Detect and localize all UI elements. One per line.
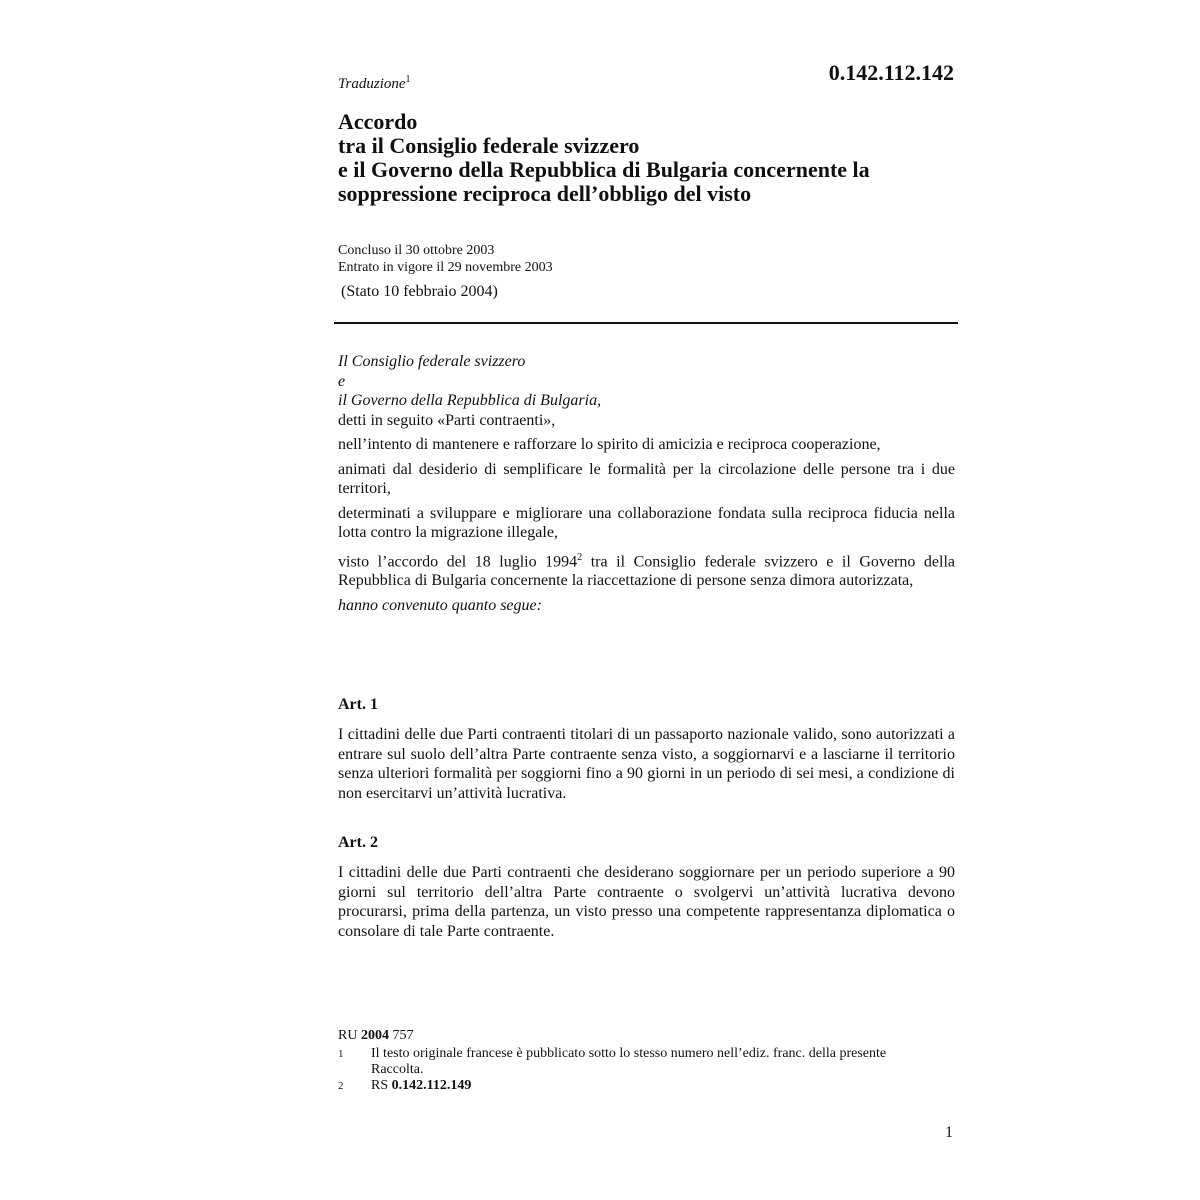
- preamble-paragraph: determinati a sviluppare e migliorare una collaborazione fondata sulla reciproca fiducia nella lotta contro la migrazione illegale,: [338, 504, 955, 541]
- ru-page: 757: [388, 1028, 414, 1043]
- preamble-paragraph: nell’intento di mantenere e rafforzare lo spirito di amicizia e reciproca cooperazione,: [338, 436, 881, 453]
- agreed-clause: hanno convenuto quanto segue:: [338, 596, 542, 614]
- title-line: Accordo: [338, 109, 418, 134]
- concluded-date: Concluso il 30 ottobre 2003: [338, 243, 495, 258]
- status-date: (Stato 10 febbraio 2004): [341, 283, 498, 300]
- rs-number-link[interactable]: 0.142.112.149: [391, 1078, 472, 1093]
- in-force-date: Entrato in vigore il 29 novembre 2003: [338, 260, 553, 275]
- footnote-text: [371, 1078, 916, 1094]
- party-bulgaria: il Governo della Repubblica di Bulgaria,: [338, 392, 602, 409]
- preamble: [338, 352, 955, 615]
- preamble-paragraph: [338, 548, 955, 591]
- preamble-text: visto l’accordo del 18 luglio 1994: [338, 552, 578, 570]
- title-line: soppressione reciproca dell’obbligo del visto: [338, 181, 752, 206]
- party-conjunction: e: [338, 372, 346, 390]
- translation-text: Traduzione: [338, 76, 406, 92]
- party-swiss: Il Consiglio federale svizzero: [338, 353, 526, 370]
- footnote-ref-2[interactable]: 2: [577, 551, 583, 563]
- footnote-number: 2: [338, 1080, 344, 1092]
- article-1-text: I cittadini delle due Parti contraenti titolari di un passaporto nazionale valido, sono autorizzati a entrare sul suolo dell’altra Parte contraente senza visto, a soggiornarvi e a lasciarne il territorio senza ulteriori formalità per soggiorni fino a 90 giorni in un periodo di sei mesi, a condizione di non esercitarvi un’attività lucrativa.: [338, 726, 955, 802]
- preamble-paragraph: animati dal desiderio di semplificare le formalità per la circolazione delle persone tra i due territori,: [338, 460, 955, 497]
- document-meta: [338, 242, 553, 300]
- article-2-heading: Art. 2: [338, 834, 378, 851]
- ru-prefix: RU: [338, 1028, 361, 1043]
- preamble-text: tra il Consiglio federale svizzero e il Governo della Repubblica di Bulgaria concernente la riaccettazione di persone senza dimora autorizzata,: [338, 552, 956, 590]
- page-number: 1: [945, 1124, 953, 1141]
- footnote-text: Il testo originale francese è pubblicato sotto lo stesso numero nell’ediz. franc. della presente Raccolta.: [371, 1046, 887, 1077]
- title-line: e il Governo della Repubblica di Bulgaria concernente la: [338, 157, 870, 182]
- hereinafter-clause: detti in seguito «Parti contraenti»,: [338, 411, 556, 429]
- document-title: [338, 110, 958, 206]
- translation-label: [338, 74, 411, 93]
- footnote-1: [338, 1046, 958, 1078]
- rs-prefix: RS: [371, 1078, 392, 1093]
- article-2-text: I cittadini delle due Parti contraenti che desiderano soggiornare per un periodo superiore a 90 giorni sul territorio dell’altra Parte contraente o svolgervi un’attività lucrativa devono procurarsi, prima della partenza, un visto presso una competente rappresentanza diplomatica o consolare di tale Parte contraente.: [338, 864, 955, 940]
- ru-reference: [338, 1028, 958, 1044]
- footnote-ref-1[interactable]: 1: [405, 74, 411, 85]
- sr-number: 0.142.112.142: [828, 60, 954, 85]
- footnote-2: [338, 1078, 958, 1094]
- footnote-number: 1: [338, 1048, 344, 1060]
- title-line: tra il Consiglio federale svizzero: [338, 133, 640, 158]
- article-1-heading: Art. 1: [338, 696, 378, 713]
- ru-year: 2004: [360, 1028, 389, 1043]
- header-divider: [334, 322, 958, 324]
- footnotes: [338, 1028, 958, 1094]
